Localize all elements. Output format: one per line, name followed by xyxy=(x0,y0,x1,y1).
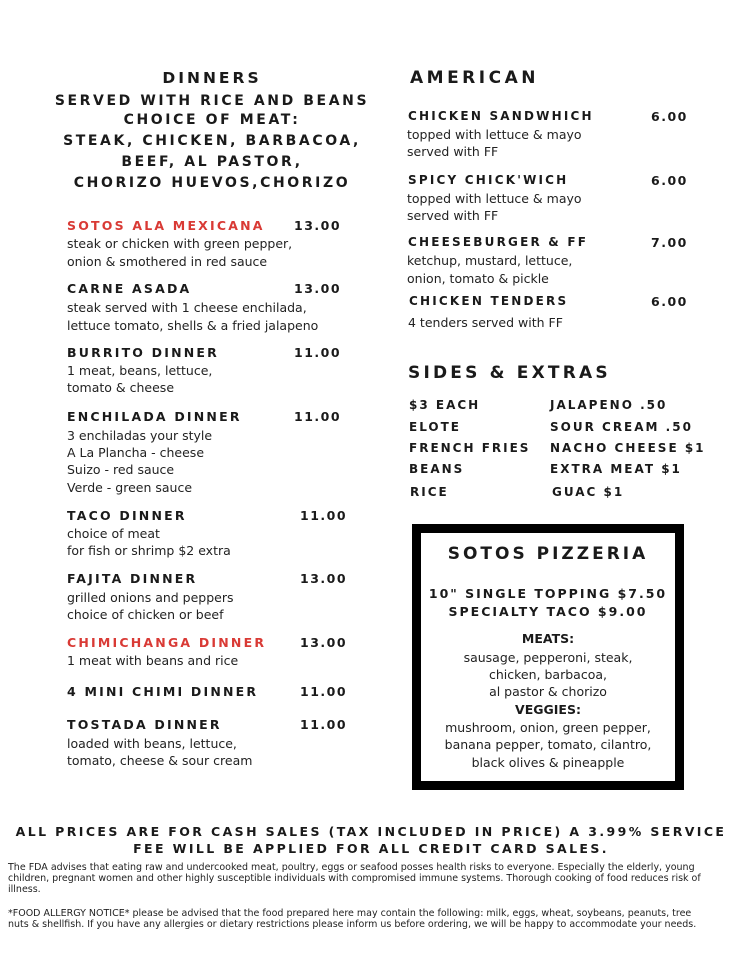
american-item-desc: onion, tomato & pickle xyxy=(407,271,549,286)
dinners-choice-line: STEAK, CHICKEN, BARBACOA, xyxy=(63,133,361,149)
dinner-item-desc: 1 meat, beans, lettuce, xyxy=(67,363,213,378)
allergy-notice: *FOOD ALLERGY NOTICE* please be advised that the food prepared here may contain the following: milk, eggs, wheat, soybeans, peanuts, tree nuts & shellfish. If you have any allergies or dietary restrictions please inform us before ordering, we will be happy to accommodate your needs. xyxy=(8,908,697,930)
dinner-item-price: 13.00 xyxy=(300,635,348,650)
dinner-item-name: TOSTADA DINNER xyxy=(67,717,222,732)
dinner-item-desc: steak or chicken with green pepper, xyxy=(67,236,293,251)
dinner-item-price: 11.00 xyxy=(294,345,342,360)
dinner-item-desc: A La Plancha - cheese xyxy=(67,445,205,460)
american-item-desc: served with FF xyxy=(407,208,499,223)
dinners-subtitle: SERVED WITH RICE AND BEANS xyxy=(54,93,370,109)
sides-title: SIDES & EXTRAS xyxy=(408,363,611,383)
dinner-item-price: 13.00 xyxy=(294,218,342,233)
side-item: RICE xyxy=(410,485,449,499)
pizzeria-title: SOTOS PIZZERIA xyxy=(447,544,649,564)
dinner-item-desc: onion & smothered in red sauce xyxy=(67,254,268,269)
dinner-item-desc: choice of chicken or beef xyxy=(67,607,224,622)
dinner-item-name: CHIMICHANGA DINNER xyxy=(67,635,267,650)
pizzeria-line: SPECIALTY TACO $9.00 xyxy=(448,604,648,619)
dinners-choice-line: BEEF, AL PASTOR, xyxy=(121,154,303,170)
american-title: AMERICAN xyxy=(410,68,539,88)
dinner-item-name: BURRITO DINNER xyxy=(67,345,219,360)
dinner-item-desc: steak served with 1 cheese enchilada, xyxy=(67,300,307,315)
dinner-item-desc: loaded with beans, lettuce, xyxy=(67,736,237,751)
american-item-price: 6.00 xyxy=(651,173,688,188)
dinner-item-name: TACO DINNER xyxy=(67,508,187,523)
american-item-price: 6.00 xyxy=(651,109,688,124)
american-item-name: CHICKEN TENDERS xyxy=(409,294,569,308)
dinner-item-price: 13.00 xyxy=(300,571,348,586)
dinner-item-name: CARNE ASADA xyxy=(67,281,192,296)
american-item-price: 6.00 xyxy=(651,294,688,309)
dinner-item-desc: grilled onions and peppers xyxy=(67,590,234,605)
american-item-price: 7.00 xyxy=(651,235,688,250)
dinner-item-desc: Suizo - red sauce xyxy=(67,462,175,477)
pizzeria-box xyxy=(412,524,684,790)
side-item: ELOTE xyxy=(409,420,461,434)
cash-notice-line: FEE WILL BE APPLIED FOR ALL CREDIT CARD SALES. xyxy=(133,841,609,856)
dinner-item-price: 11.00 xyxy=(294,409,342,424)
meats-line: al pastor & chorizo xyxy=(489,684,607,699)
dinner-item-price: 11.00 xyxy=(300,717,348,732)
dinner-item-price: 11.00 xyxy=(300,684,348,699)
veggies-label: VEGGIES: xyxy=(515,702,581,717)
dinner-item-desc: choice of meat xyxy=(67,526,160,541)
dinner-item-desc: 3 enchiladas your style xyxy=(67,428,213,443)
veggies-line: mushroom, onion, green pepper, xyxy=(445,720,651,735)
veggies-line: banana pepper, tomato, cilantro, xyxy=(444,737,652,752)
extra-item: EXTRA MEAT $1 xyxy=(550,462,682,476)
dinner-item-desc: tomato & cheese xyxy=(67,380,175,395)
meats-label: MEATS: xyxy=(521,631,575,646)
fda-notice: The FDA advises that eating raw and undercooked meat, poultry, eggs or seafood posses health risks to everyone. Especially the elderly, young children, pregnant women and other highly susceptible individuals with compromised immune systems. Thorough cooking of food reduces risk of illness. xyxy=(8,862,701,895)
dinner-item-name: FAJITA DINNER xyxy=(67,571,198,586)
side-item: FRENCH FRIES xyxy=(409,441,531,455)
meats-line: chicken, barbacoa, xyxy=(489,667,607,682)
cash-notice-line: ALL PRICES ARE FOR CASH SALES (TAX INCLUDED IN PRICE) A 3.99% SERVICE xyxy=(15,824,727,839)
dinner-item-name: ENCHILADA DINNER xyxy=(67,409,242,424)
veggies-line: black olives & pineapple xyxy=(471,755,625,770)
side-item: $3 EACH xyxy=(409,398,481,412)
american-item-desc: ketchup, mustard, lettuce, xyxy=(407,253,573,268)
american-item-name: SPICY CHICK'WICH xyxy=(408,173,569,187)
dinner-item-name: SOTOS ALA MEXICANA xyxy=(67,218,265,233)
meats-line: sausage, pepperoni, steak, xyxy=(463,650,633,665)
dinner-item-desc: tomato, cheese & sour cream xyxy=(67,753,253,768)
dinner-item-desc: 1 meat with beans and rice xyxy=(67,653,239,668)
dinner-item-desc: for fish or shrimp $2 extra xyxy=(67,543,231,558)
extra-item: SOUR CREAM .50 xyxy=(550,420,693,434)
american-item-name: CHICKEN SANDWHICH xyxy=(408,109,594,123)
pizzeria-line: 10" SINGLE TOPPING $7.50 xyxy=(428,586,668,601)
dinner-item-price: 13.00 xyxy=(294,281,342,296)
american-item-desc: 4 tenders served with FF xyxy=(408,315,563,330)
dinners-title: DINNERS xyxy=(162,69,262,87)
american-item-desc: served with FF xyxy=(407,144,499,159)
dinners-choice-line: CHORIZO HUEVOS,CHORIZO xyxy=(73,175,351,191)
extra-item: GUAC $1 xyxy=(552,485,625,499)
american-item-desc: topped with lettuce & mayo xyxy=(407,191,582,206)
extra-item: JALAPENO .50 xyxy=(550,398,668,412)
dinner-item-desc: Verde - green sauce xyxy=(67,480,193,495)
dinner-item-desc: lettuce tomato, shells & a fried jalapeno xyxy=(67,318,319,333)
dinner-item-price: 11.00 xyxy=(300,508,348,523)
extra-item: NACHO CHEESE $1 xyxy=(550,441,706,455)
dinner-item-name: 4 MINI CHIMI DINNER xyxy=(67,684,259,699)
american-item-name: CHEESEBURGER & FF xyxy=(408,235,589,249)
dinners-choice-line: CHOICE OF MEAT: xyxy=(123,112,301,128)
american-item-desc: topped with lettuce & mayo xyxy=(407,127,582,142)
side-item: BEANS xyxy=(409,462,465,476)
